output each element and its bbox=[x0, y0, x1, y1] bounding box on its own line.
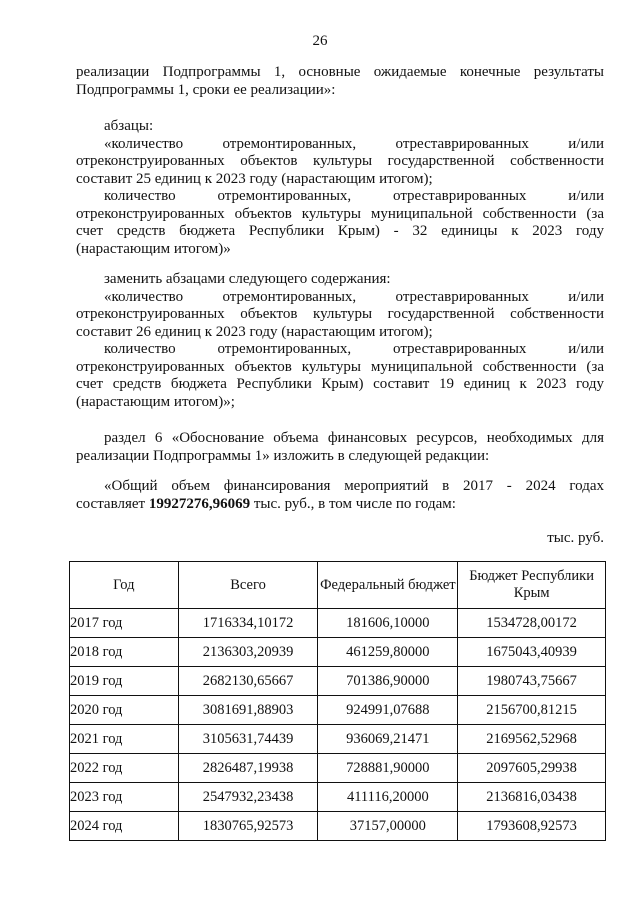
text-line: (нарастающим итогом)» bbox=[76, 240, 231, 257]
table-row bbox=[70, 812, 606, 841]
text-line: составит 26 единиц к 2023 году (нарастающим итогом); bbox=[76, 323, 433, 340]
total-cell: 2682130,65667 bbox=[178, 667, 318, 696]
total-cell: 1716334,10172 bbox=[178, 609, 318, 638]
year-cell: 2022 год bbox=[70, 754, 179, 783]
table-row bbox=[70, 783, 606, 812]
text-line: составит 25 единиц к 2023 году (нарастающим итогом); bbox=[76, 170, 433, 187]
year-cell: 2020 год bbox=[70, 696, 179, 725]
page-number: 26 bbox=[312, 33, 328, 49]
unit-label: тыс. руб. bbox=[547, 530, 604, 546]
column-header-year: Год bbox=[70, 562, 179, 609]
crimea-cell: 1980743,75667 bbox=[458, 667, 606, 696]
label-replace: заменить абзацами следующего содержания: bbox=[104, 271, 391, 287]
text-line: реализации Подпрограммы 1» изложить в следующей редакции: bbox=[76, 447, 490, 464]
paragraph-old-abzacy bbox=[76, 118, 604, 258]
federal-cell: 181606,10000 bbox=[318, 609, 458, 638]
table-row bbox=[70, 696, 606, 725]
federal-cell: 37157,00000 bbox=[318, 812, 458, 841]
crimea-cell: 2169562,52968 bbox=[458, 725, 606, 754]
text-line: «Общий объем финансирования мероприятий в 2017 - 2024 годах bbox=[104, 478, 604, 494]
text-line: отреконструированных объектов культуры государственной собственности bbox=[76, 306, 604, 322]
total-cell: 3081691,88903 bbox=[178, 696, 318, 725]
label-abzacy: абзацы: bbox=[104, 118, 154, 134]
text-line: Подпрограммы 1, сроки ее реализации»: bbox=[76, 81, 336, 98]
total-cell: 1830765,92573 bbox=[178, 812, 318, 841]
year-cell: 2023 год bbox=[70, 783, 179, 812]
total-cell: 2826487,19938 bbox=[178, 754, 318, 783]
total-cell: 3105631,74439 bbox=[178, 725, 318, 754]
crimea-cell: 2097605,29938 bbox=[458, 754, 606, 783]
year-cell: 2024 год bbox=[70, 812, 179, 841]
total-cell: 2547932,23438 bbox=[178, 783, 318, 812]
total-prefix: составляет bbox=[76, 495, 146, 512]
crimea-cell: 2156700,81215 bbox=[458, 696, 606, 725]
column-header-federal: Федеральный бюджет bbox=[318, 562, 458, 609]
text-line: реализации Подпрограммы 1, основные ожидаемые конечные результаты bbox=[76, 64, 604, 80]
federal-cell: 936069,21471 bbox=[318, 725, 458, 754]
text-line: количество отремонтированных, отреставрированных и/или bbox=[104, 341, 604, 357]
table-row bbox=[70, 609, 606, 638]
federal-cell: 924991,07688 bbox=[318, 696, 458, 725]
text-line: счет средств бюджета Республики Крым) составит 19 единиц к 2023 году bbox=[76, 376, 604, 392]
total-cell: 2136303,20939 bbox=[178, 638, 318, 667]
text-line: (нарастающим итогом)»; bbox=[76, 393, 235, 410]
text-line: «количество отремонтированных, отреставрированных и/или bbox=[104, 288, 604, 305]
federal-cell: 411116,20000 bbox=[318, 783, 458, 812]
text-line: отреконструированных объектов культуры муниципальной собственности (за bbox=[76, 358, 604, 375]
column-header-crimea: Бюджет Республики Крым bbox=[458, 562, 606, 609]
paragraph-new-abzacy bbox=[76, 271, 604, 411]
crimea-cell: 2136816,03438 bbox=[458, 783, 606, 812]
year-cell: 2017 год bbox=[70, 609, 179, 638]
federal-cell: 728881,90000 bbox=[318, 754, 458, 783]
text-line bbox=[76, 496, 604, 514]
table-row bbox=[70, 754, 606, 783]
table-row bbox=[70, 725, 606, 754]
federal-cell: 701386,90000 bbox=[318, 667, 458, 696]
text-line: отреконструированных объектов культуры государственной собственности bbox=[76, 153, 604, 169]
total-amount: 19927276,96069 bbox=[148, 495, 251, 512]
financing-table bbox=[69, 561, 606, 841]
paragraph-intro bbox=[76, 64, 604, 99]
crimea-cell: 1534728,00172 bbox=[458, 609, 606, 638]
table-row bbox=[70, 667, 606, 696]
paragraph-total bbox=[76, 478, 604, 513]
text-line: счет средств бюджета Республики Крым) - 32 единицы к 2023 году bbox=[76, 223, 604, 239]
federal-cell: 461259,80000 bbox=[318, 638, 458, 667]
paragraph-section6 bbox=[76, 430, 604, 465]
text-line: отреконструированных объектов культуры муниципальной собственности (за bbox=[76, 205, 604, 222]
crimea-cell: 1675043,40939 bbox=[458, 638, 606, 667]
text-line: раздел 6 «Обоснование объема финансовых ресурсов, необходимых для bbox=[104, 430, 604, 446]
text-line: «количество отремонтированных, отреставрированных и/или bbox=[104, 135, 604, 152]
total-suffix: тыс. руб., в том числе по годам: bbox=[253, 495, 456, 512]
column-header-total: Всего bbox=[178, 562, 318, 609]
table-header-row bbox=[70, 562, 606, 609]
table-row bbox=[70, 638, 606, 667]
text-line: количество отремонтированных, отреставрированных и/или bbox=[104, 188, 604, 204]
year-cell: 2021 год bbox=[70, 725, 179, 754]
crimea-cell: 1793608,92573 bbox=[458, 812, 606, 841]
year-cell: 2019 год bbox=[70, 667, 179, 696]
year-cell: 2018 год bbox=[70, 638, 179, 667]
